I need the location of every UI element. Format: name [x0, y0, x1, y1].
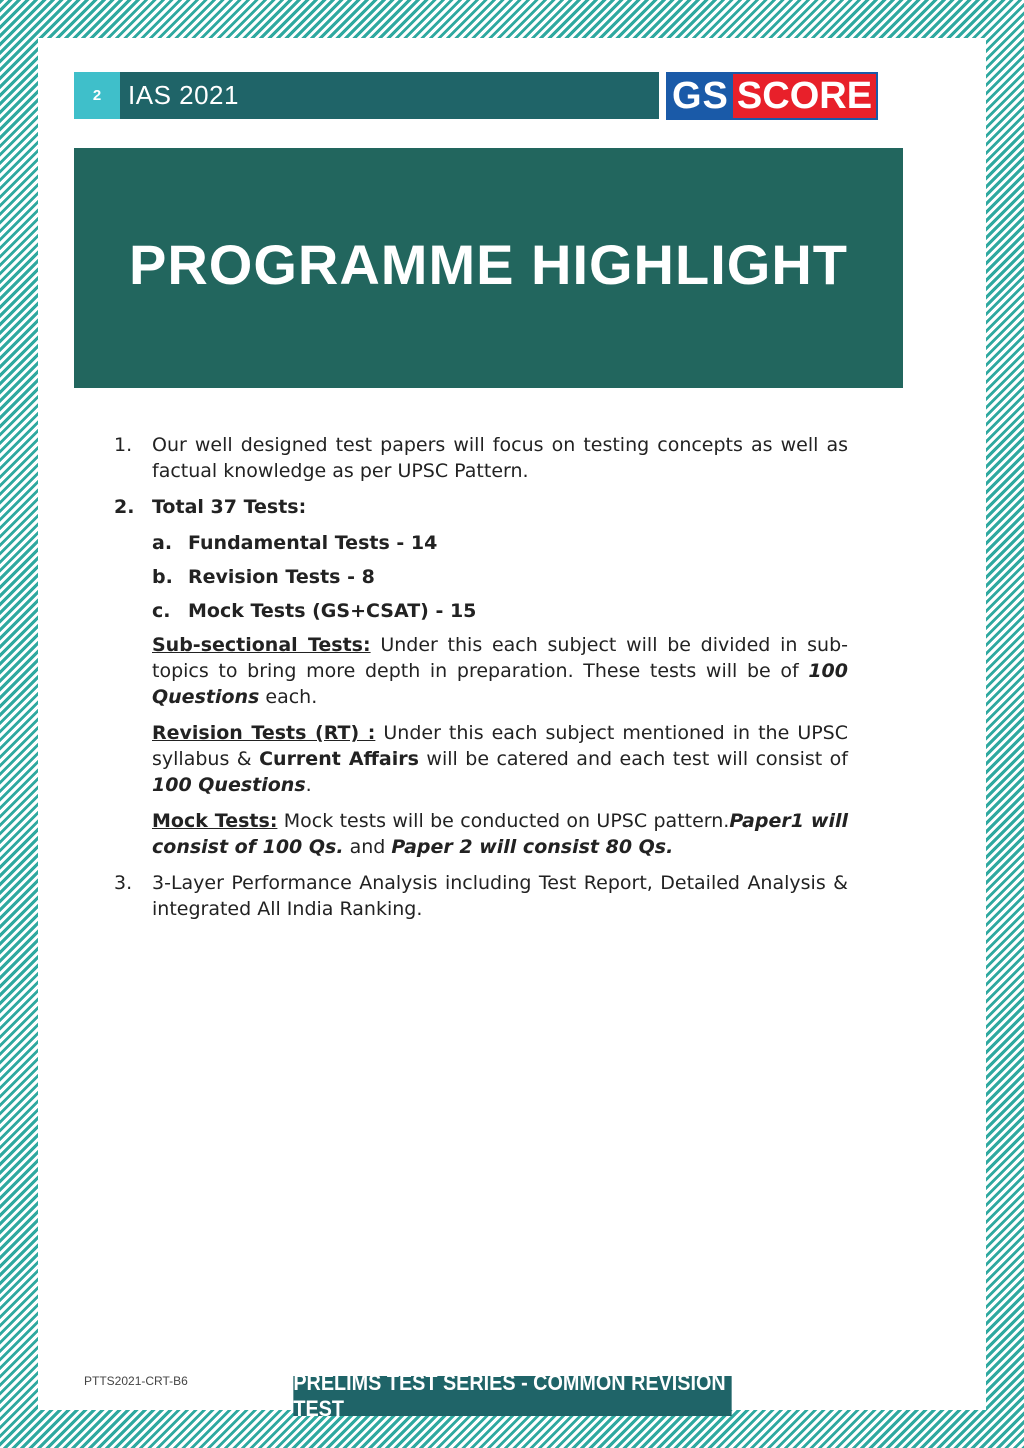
item-number: 2. [114, 496, 135, 518]
logo-score: SCORE [733, 74, 876, 118]
revision-emphasis: 100 Questions [152, 774, 306, 796]
sub-item-text: Revision Tests - 8 [188, 566, 375, 588]
header-bar [74, 72, 659, 119]
sub-item-letter: c. [152, 600, 171, 622]
item-number: 1. [114, 434, 133, 456]
highlights-list [114, 432, 848, 932]
item-number: 3. [114, 872, 133, 894]
sub-item-text: Mock Tests (GS+CSAT) - 15 [188, 600, 477, 622]
item-text: Total 37 Tests: [152, 496, 307, 518]
item-text: 3-Layer Performance Analysis including Test Report, Detailed Analysis & integrated All India Ranking. [152, 872, 848, 920]
banner [74, 148, 903, 388]
sub-sectional-label: Sub-sectional Tests: [152, 634, 371, 656]
mock-emphasis-2: Paper 2 will consist 80 Qs. [391, 836, 674, 858]
revision-text-3: . [305, 774, 312, 796]
mock-text-2: and [343, 836, 392, 858]
mock-emphasis-1: Paper1 will consist of 100 Qs. [152, 810, 848, 858]
sub-sectional-text-1: Under this each subject will be divided in sub-topics to bring more depth in preparation. These tests will be of [152, 634, 848, 682]
sub-item-text: Fundamental Tests - 14 [188, 532, 438, 554]
revision-label: Revision Tests (RT) : [152, 722, 376, 744]
footer-title: PRELIMS TEST SERIES - COMMON REVISION TEST [293, 1370, 726, 1421]
page [38, 38, 986, 1421]
sub-item-c [152, 598, 848, 624]
mock-text-1: Mock tests will be conducted on UPSC pattern. [277, 810, 730, 832]
banner-title: PROGRAMME HIGHLIGHT [129, 232, 848, 296]
sub-sectional-text-2: each. [259, 686, 318, 708]
revision-bold: Current Affairs [259, 748, 419, 770]
sub-item-b [152, 564, 848, 590]
sub-item-letter: a. [152, 532, 173, 554]
logo-gs: GS [668, 74, 733, 118]
page-number: 2 [74, 72, 120, 119]
footer-bar [293, 1370, 731, 1421]
gs-score-logo [666, 72, 878, 120]
revision-paragraph [152, 720, 848, 798]
sub-item-a [152, 530, 848, 556]
list-item-2 [114, 494, 848, 520]
sub-sectional-emphasis: 100 Questions [152, 660, 848, 708]
list-item-3 [114, 870, 848, 922]
revision-text-1: Under this each subject mentioned in the UPSC syllabus & [152, 722, 849, 770]
mock-label: Mock Tests: [152, 810, 278, 832]
sub-item-letter: b. [152, 566, 173, 588]
sub-sectional-paragraph [152, 632, 848, 710]
revision-text-2: will be catered and each test will consist of [418, 748, 848, 770]
list-item-1 [114, 432, 848, 484]
mock-paragraph [152, 808, 848, 860]
item-text: Our well designed test papers will focus on testing concepts as well as factual knowledge as per UPSC Pattern. [152, 434, 848, 482]
footer-code: PTTS2021-CRT-B6 [84, 1374, 188, 1388]
header-title: IAS 2021 [128, 80, 239, 110]
